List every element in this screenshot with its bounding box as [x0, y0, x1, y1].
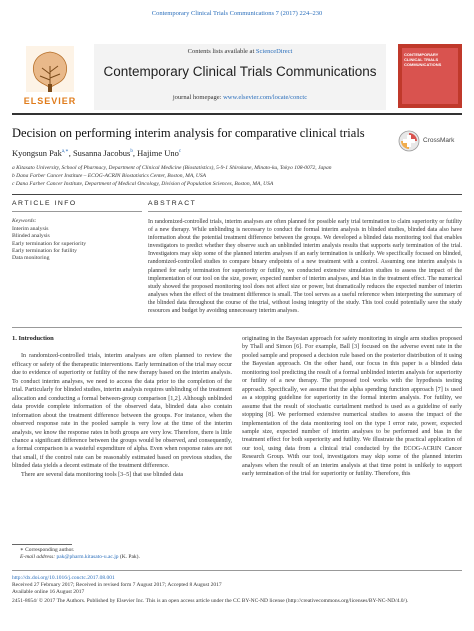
header-rule	[12, 113, 462, 115]
affiliations	[12, 164, 432, 188]
keywords-block	[12, 218, 142, 262]
contents-line	[94, 48, 386, 55]
article-info-heading: ARTICLE INFO	[12, 200, 77, 207]
author-jacobus: , Susanna Jacobus	[68, 148, 131, 158]
authors-line	[12, 148, 392, 158]
keyword-item: Interim analysis	[12, 226, 49, 233]
email-link[interactable]: pak@pharm.kitasato-u.ac.jp	[56, 554, 119, 560]
keyword-item: Blinded analysis	[12, 233, 50, 240]
article-meta	[12, 575, 462, 605]
journal-title: Contemporary Clinical Trials Communications	[103, 64, 377, 79]
info-top-rule	[12, 194, 462, 195]
article-info-rule	[12, 211, 142, 212]
corresponding-author-note: ∗ Corresponding author.	[20, 547, 75, 553]
intro-heading: 1. Introduction	[12, 335, 54, 342]
intro-paragraph-continued: originating in the Bayesian approach for safety monitoring in single arm studies proposed by Thall and Simon [6]. For example, Ball [3] focused on the adverse event rate in the pooled sample and proposed a decision rule based on the posterior distribution of it using the Bayesian approach. On the other hand, our focus in this paper is a blinded data monitoring tool predicting the result of a formal unblinded interim analysis for superiority or futility of a new therapy. The proposed tool works with the hypothesis testing approach. Specifically, we assume that the alpha spending function approach [7] is used as a stopping guideline for superiority in the formal interim analysis. For futility, we assume that the result of stochastic curtailment method is used as a guideline of early stopping [8]. We performed extensive numerical studies to assess the impact of the implementation of the data monitoring tool on the type I error rate, power, expected sample size, expected number of interim analyses to be performed and bias in the treatment effect for both superiority and futility. We illustrate the practical application of our tool, using data from a clinical trial conducted by the ECOG-ACRIN Cancer Research Group. With our tool, investigators may skip some of the planned interim analyses when the result of an interim analysis at that time point is unlikely to support early termination of the trial for superiority or futility. Therefore, this	[242, 336, 462, 478]
received-dates: Received 27 February 2017; Received in revised form 7 August 2017; Accepted 8 August 2017	[12, 582, 222, 588]
crossmark-icon	[398, 130, 420, 152]
license-text: 2451-8654/ © 2017 The Authors. Published by Elsevier Inc. This is an open access article under the CC BY-NC-ND license (http://creativecommons.org/licenses/BY-NC-ND/4.0/).	[12, 598, 409, 604]
contents-prefix: Contents lists available at	[187, 48, 256, 55]
body-column-left	[12, 335, 232, 479]
journal-cover	[398, 44, 462, 108]
body-column-right	[242, 335, 462, 479]
publisher-name: ELSEVIER	[23, 96, 77, 106]
intro-paragraph-2: There are several data monitoring tools [3–5] that use blinded data	[21, 471, 184, 478]
footnote-rule	[12, 544, 72, 545]
author-pak: Kyongsun Pak	[12, 148, 62, 158]
keyword-item: Early termination for futility	[12, 247, 77, 254]
email-suffix: (K. Pak).	[118, 554, 140, 560]
crossmark-label: CrossMark	[423, 137, 455, 144]
author-pak-sup[interactable]: a,∗	[61, 149, 69, 155]
abstract-text: In randomized-controlled trials, interim analyses are often planned for possible early trial termination to claim superiority or futility of a new therapy. While unblinding is necessary to conduct the formal interim analysis in blinded studies, blinded data also have information about the potential treatment difference between the groups. We developed a blinded data monitoring tool that enables investigators to predict whether they observe such an unblinded interim analysis results that supports early termination of the trial. Investigators may skip some of the planned interim analyses if an early termination is unlikely. We specifically focused on blinded, randomized-controlled studies to compare binary endpoints of a new treatment with a control. Assuming one interim analysis is planned for early termination for superiority or futility, we conducted extensive simulation studies to assess the impact of the implementation of our tool on the size, power, expected number of interim analyses, and bias in the treatment effect. The numerical study showed the proposed monitoring tool does not affect size or power, but dramatically reduces the expected number of interim analyses when the effect of the treatment difference is small. The tool serves as a useful reference when interpreting the summary of the blinded data throughout the course of the trial, without losing integrity of the study. This tool could potentially save the study resources and budget by avoiding unnecessary interim analyses.	[148, 219, 462, 315]
sciencedirect-link[interactable]: ScienceDirect	[255, 48, 293, 55]
author-jacobus-sup[interactable]: b	[130, 149, 133, 155]
keywords-heading: Keywords:	[12, 218, 37, 224]
abstract-bottom-rule	[12, 327, 462, 328]
affiliation-c: c Dana Farber Cancer Institute, Department of Medical Oncology, Division of Population Sciences, Boston, MA, USA	[12, 181, 274, 187]
journal-cover-text: CONTEMPORARY CLINICAL TRIALS COMMUNICATIONS	[404, 52, 442, 67]
email-label: E-mail address:	[20, 554, 57, 560]
meta-rule	[12, 570, 462, 571]
email-note	[12, 554, 312, 561]
homepage-line	[94, 94, 386, 101]
keyword-item: Early termination for superiority	[12, 240, 87, 247]
affiliation-a: a Kitasato University, School of Pharmacy, Department of Clinical Medicine (Biostatistics), 5-9-1 Shirokane, Minato-ku, Tokyo 108-0072, Japan	[12, 165, 332, 171]
author-uno-sup[interactable]: c	[178, 149, 182, 155]
intro-paragraph-1: In randomized-controlled trials, interim analyses are often planned to review the efficacy or safety of the therapeutic interventions. Early termination of the trial may occur due to evidence of superiority or futility of the new therapy based on the interim analysis. To conduct interim analyses, we need to access the data prior to the completion of the trial. Particularly for blinded studies, interim analysis requires unblinding of the treatment allocation and conducting a formal between-group comparison [1,2]. Although unblinded data provide complete information of the observed data, blinded data also contain information about the treatment difference between the groups. For instance, when the observed response rate in the pooled sample is very low at the time of the interim analysis, we know the response rates in both groups are very low. Therefore, there is little chance a significant difference between the groups would be observed, and consequently, a formal comparison is a wasteful expenditure of alpha. Even when response rates are not that small, if the control rate can be reasonably estimated based on previous studies, the blinded data yields a decent estimate of the treatment difference.	[12, 353, 232, 470]
doi-link[interactable]: http://dx.doi.org/10.1016/j.conctc.2017.08.001	[12, 575, 115, 581]
author-uno: , Hajime Uno	[132, 148, 179, 158]
running-header[interactable]: Contemporary Clinical Trials Communications 7 (2017) 224–230	[151, 10, 323, 17]
abstract-rule	[148, 211, 462, 212]
footnotes	[12, 547, 312, 561]
available-online: Available online 16 August 2017	[12, 589, 85, 595]
homepage-link[interactable]: www.elsevier.com/locate/conctc	[223, 94, 308, 101]
keyword-item: Data monitoring	[12, 255, 50, 262]
crossmark-badge[interactable]	[398, 130, 468, 152]
article-title: Decision on performing interim analysis for comparative clinical trials	[12, 126, 365, 140]
homepage-prefix: journal homepage:	[172, 94, 224, 101]
abstract-heading: ABSTRACT	[148, 200, 197, 207]
affiliation-b: b Dana Farber Cancer Institute – ECOG-ACRIN Biostatistics Center, Boston, MA, USA	[12, 173, 207, 179]
